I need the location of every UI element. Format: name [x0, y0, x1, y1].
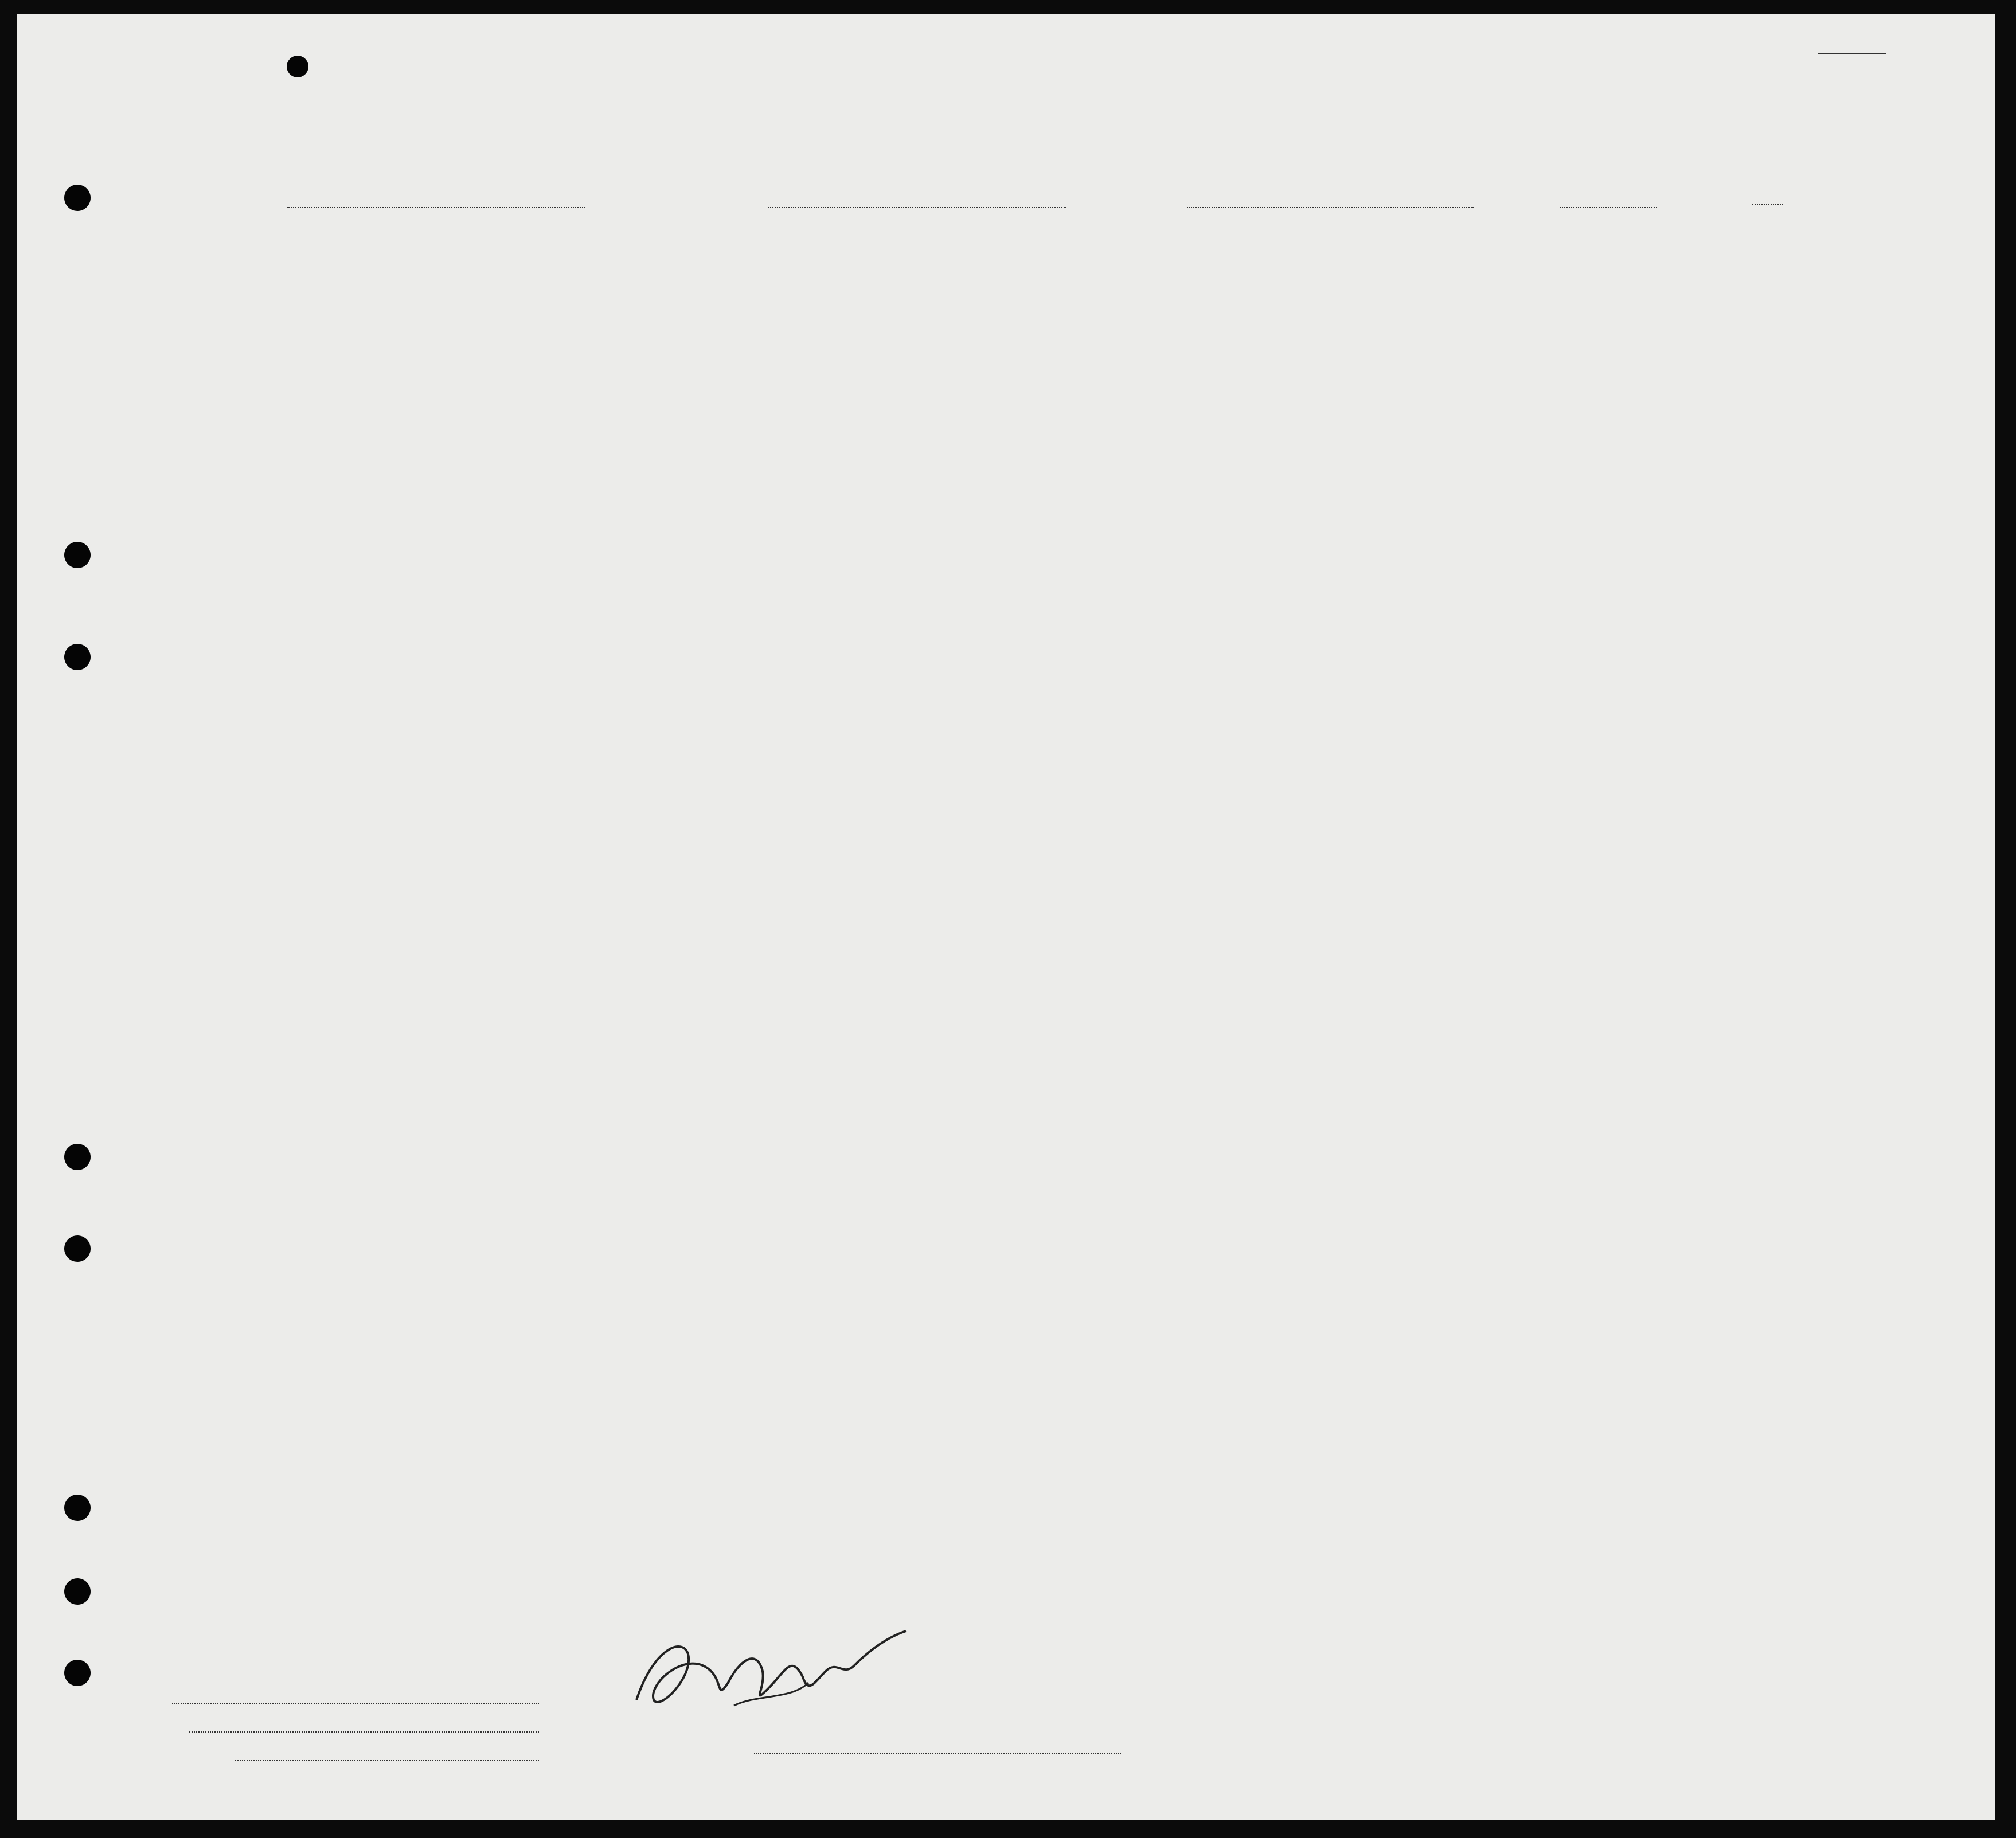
signature	[619, 1614, 917, 1728]
line-value	[172, 1703, 539, 1704]
inspector-signature-line	[754, 1753, 1121, 1754]
agents-value	[235, 1760, 539, 1761]
owners-value	[189, 1731, 539, 1733]
table-grid	[17, 14, 1995, 1820]
manifest-sheet	[17, 14, 1995, 1820]
